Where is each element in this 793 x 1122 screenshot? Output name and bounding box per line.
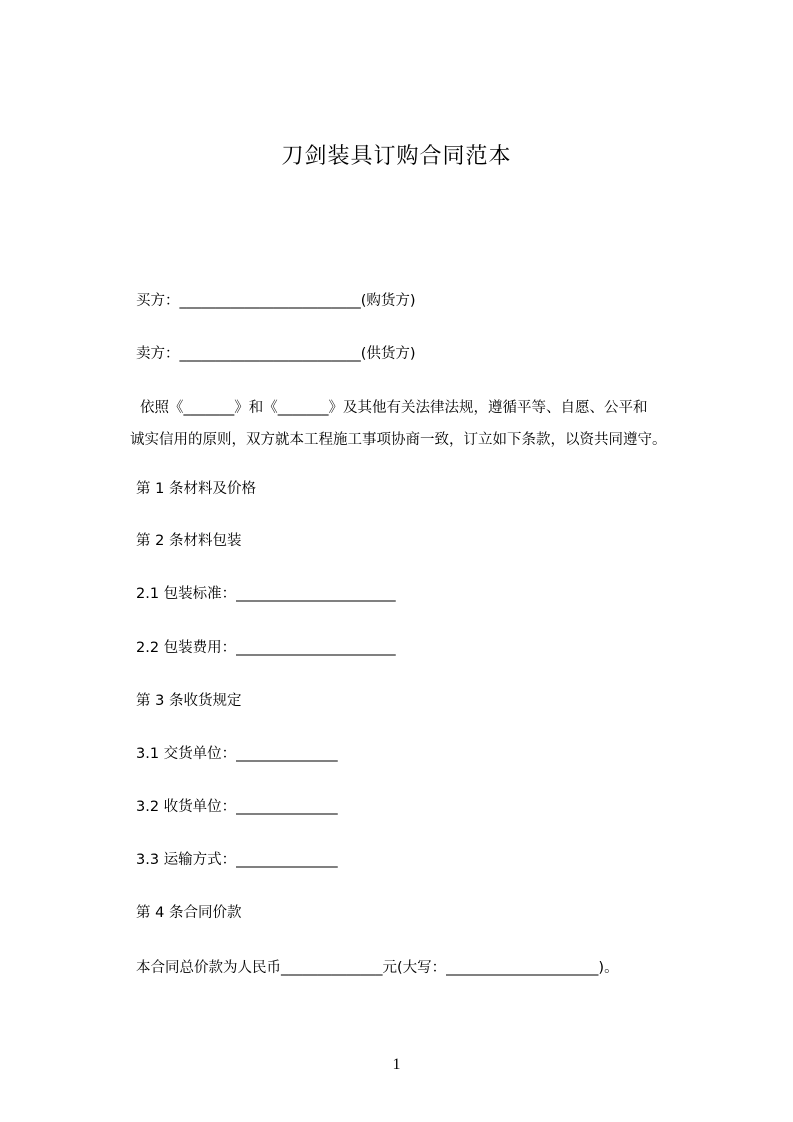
article-2-heading: 第 2 条材料包装 [136,533,242,549]
intro-paragraph [130,392,706,456]
article-3-heading: 第 3 条收货规定 [136,693,242,709]
intro-line-1: 依照《_______》和《_______》及其他有关法律法规，遵循平等、自愿、公平和 [140,400,648,416]
article-1-heading: 第 1 条材料及价格 [136,481,256,497]
article-4-heading: 第 4 条合同价款 [136,905,242,921]
seller-line: 卖方：_________________________(供货方) [136,346,416,362]
item-3-2-receiving-unit: 3.2 收货单位：______________ [136,799,338,815]
total-price-line: 本合同总价款为人民币______________元(大写：_____________________)。 [136,960,619,976]
page-number: 1 [392,1056,401,1073]
item-3-3-transport-method: 3.3 运输方式：______________ [136,852,338,868]
document-title: 刀剑装具订购合同范本 [281,144,512,169]
buyer-line: 买方：_________________________(购货方) [136,293,416,309]
item-3-1-delivery-unit: 3.1 交货单位：______________ [136,746,338,762]
intro-line-2: 诚实信用的原则，双方就本工程施工事项协商一致，订立如下条款，以资共同遵守。 [130,432,667,448]
item-2-2-packaging-cost: 2.2 包装费用：______________________ [136,640,396,656]
item-2-1-packaging-standard: 2.1 包装标准：______________________ [136,586,396,602]
